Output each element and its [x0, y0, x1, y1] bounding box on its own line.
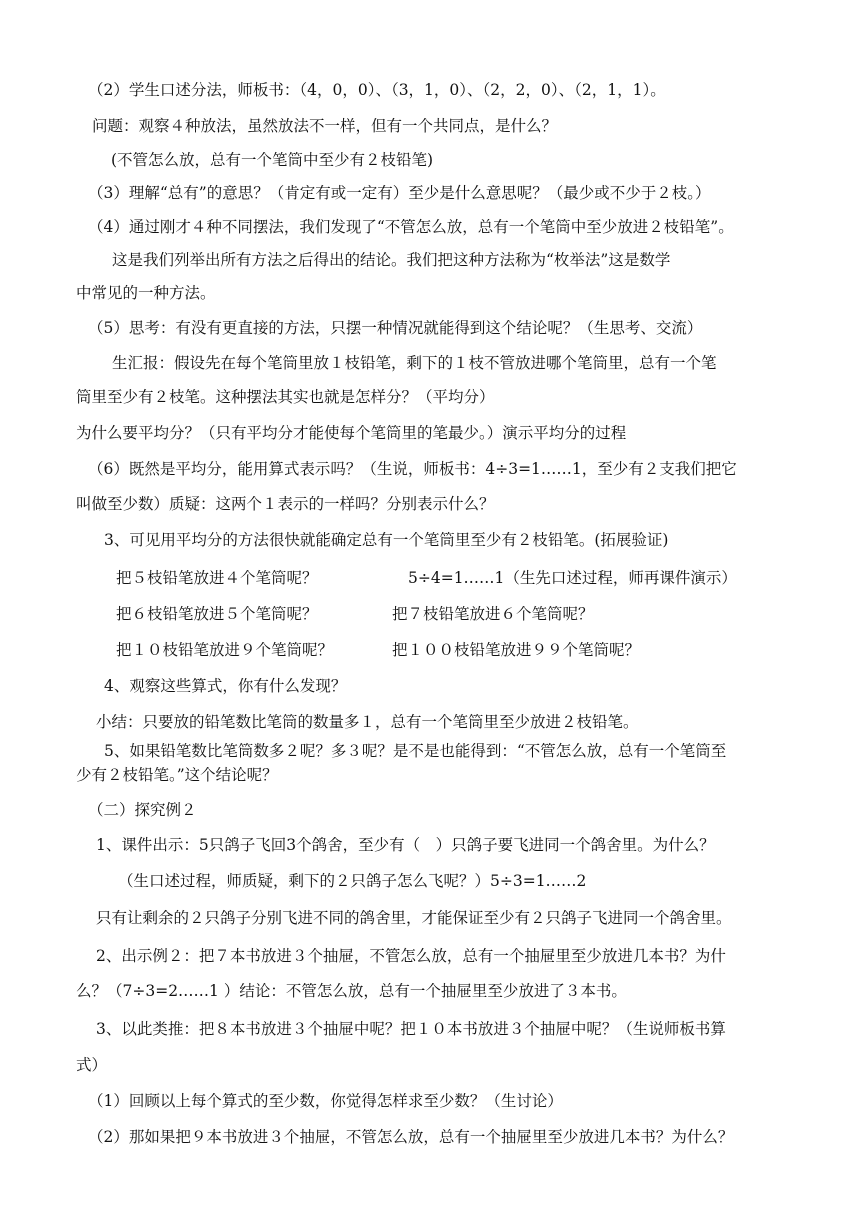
section-heading: （二）探究例２ [88, 801, 197, 819]
text-line: （生口述过程，师质疑，剩下的２只鸽子怎么飞呢？）5÷3=1……2 [118, 872, 587, 890]
text-line: 式） [76, 1056, 108, 1074]
example-item: 5÷4=1……1（生先口述过程，师再课件演示） [408, 569, 737, 587]
text-line: 生汇报：假设先在每个笔筒里放１枝铅笔，剩下的１枝不管放进哪个笔筒里，总有一个笔 [112, 354, 717, 372]
text-line: 叫做至少数）质疑：这两个１表示的一样吗？分别表示什么？ [76, 495, 495, 513]
text-line: 筒里至少有２枝笔。这种摆法其实也就是怎样分？（平均分） [76, 388, 495, 406]
text-line: 中常见的一种方法。 [76, 284, 216, 302]
example-item: 把６枝铅笔放进５个笔筒呢？ [116, 605, 318, 623]
text-line: （6）既然是平均分，能用算式表示吗？（生说，师板书：4÷3=1……1，至少有２支我们把它 [88, 460, 737, 478]
example-item: 把５枝铅笔放进４个笔筒呢？ [116, 569, 318, 587]
text-line: （4）通过刚才４种不同摆法，我们发现了“不管怎么放，总有一个笔筒中至少放进２枝铅笔”。 [88, 218, 734, 236]
text-line: 这是我们列举出所有方法之后得出的结论。我们把这种方法称为“枚举法”这是数学 [112, 251, 671, 269]
text-line: 为什么要平均分？（只有平均分才能使每个笔筒里的笔最少。）演示平均分的过程 [76, 424, 627, 442]
example-item: 把１０枝铅笔放进９个笔筒呢？ [116, 641, 334, 659]
text-line: 么？（7÷3=2……1 ）结论：不管怎么放，总有一个抽屉里至少放进了３本书。 [76, 982, 627, 1000]
text-line: （2）学生口述分法，师板书：（4，0，0）、（3，1，0）、（2，2，0）、（2，1，1）。 [88, 81, 666, 99]
text-line: 少有２枝铅笔。”这个结论呢？ [76, 766, 278, 784]
text-line: （5）思考：有没有更直接的方法，只摆一种情况就能得到这个结论呢？（生思考、交流） [88, 319, 703, 337]
text-line: 4、观察这些算式，你有什么发现？ [104, 677, 347, 695]
text-line: 问题：观察４种放法，虽然放法不一样，但有一个共同点，是什么？ [92, 117, 558, 135]
text-line: 只有让剩余的２只鸽子分别飞进不同的鸽舍里，才能保证至少有２只鸽子飞进同一个鸽舍里。 [96, 909, 732, 927]
text-line: 2、出示例２：把７本书放进３个抽屉，不管怎么放，总有一个抽屉里至少放进几本书？为什 [96, 947, 726, 965]
text-line: 3、可见用平均分的方法很快就能确定总有一个笔筒里至少有２枝铅笔。(拓展验证) [104, 531, 669, 549]
example-item: 把１００枝铅笔放进９９个笔筒呢？ [392, 641, 641, 659]
example-item: 把７枝铅笔放进６个笔筒呢？ [392, 605, 594, 623]
text-line: （3）理解“总有”的意思？（肯定有或一定有）至少是什么意思呢？（最少或不少于２枝。） [88, 184, 711, 202]
text-line: （1）回顾以上每个算式的至少数，你觉得怎样求至少数？（生讨论） [88, 1092, 563, 1110]
text-line: 1、课件出示：5只鸽子飞回3个鸽舍，至少有（ ）只鸽子要飞进同一个鸽舍里。为什么？ [96, 836, 715, 854]
text-line: 5、如果铅笔数比笔筒数多２呢？多３呢？是不是也能得到：“不管怎么放，总有一个笔筒至 [104, 742, 727, 760]
text-line: (不管怎么放，总有一个笔筒中至少有２枝铅笔) [111, 151, 434, 169]
text-line: （2）那如果把９本书放进３个抽屉，不管怎么放，总有一个抽屉里至少放进几本书？为什么？ [88, 1128, 734, 1146]
text-line: 小结：只要放的铅笔数比笔筒的数量多１，总有一个笔筒里至少放进２枝铅笔。 [96, 713, 639, 731]
text-line: 3、以此类推：把８本书放进３个抽屉中呢？把１０本书放进３个抽屉中呢？（生说师板书算 [96, 1020, 726, 1038]
